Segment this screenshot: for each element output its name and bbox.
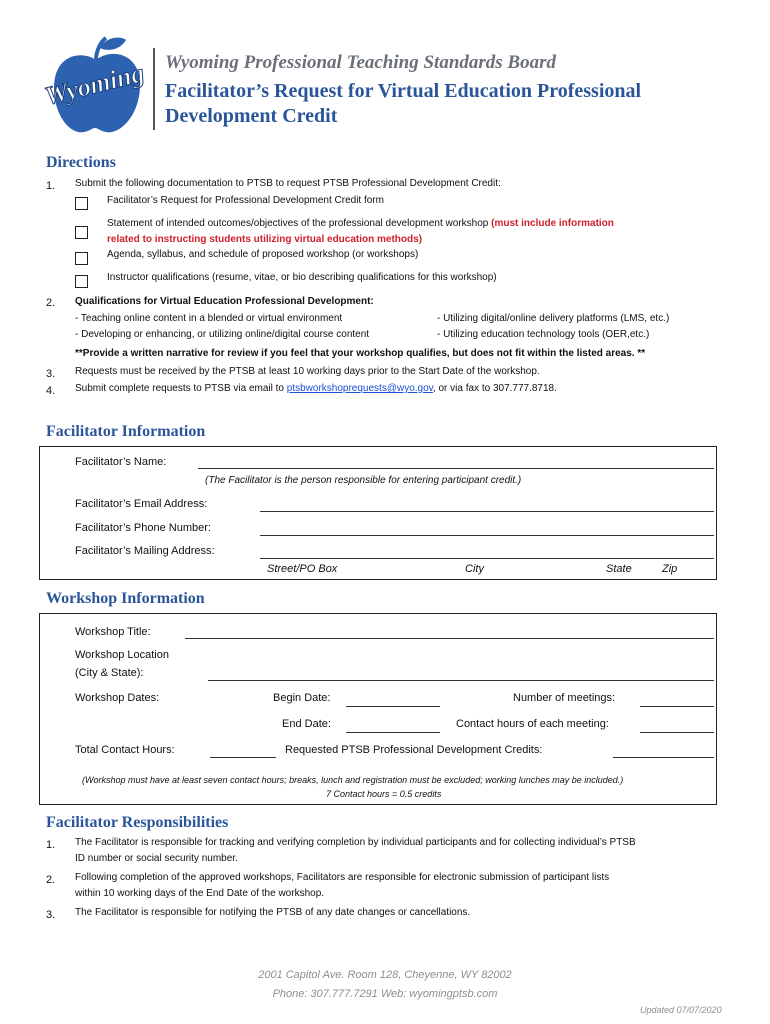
- facilitator-email-label: Facilitator’s Email Address:: [75, 498, 208, 510]
- end-date-field[interactable]: [346, 732, 440, 733]
- workshop-note-1: (Workshop must have at least seven contact hours; breaks, lunch and registration must be excluded; working lunches may be included.): [82, 775, 624, 785]
- address-city-caption: City: [465, 563, 484, 575]
- workshop-title-label: Workshop Title:: [75, 626, 151, 638]
- workshop-location-field[interactable]: [208, 680, 714, 681]
- footer-contact: Phone: 307.777.7291 Web: wyomingptsb.com: [272, 988, 498, 1000]
- directions-item4-text: [75, 383, 557, 394]
- credits-field[interactable]: [613, 757, 714, 758]
- directions-item2-num: 2.: [46, 297, 56, 309]
- address-state-caption: State: [606, 563, 632, 575]
- qualification-right-1: - Utilizing digital/online delivery platforms (LMS, etc.): [437, 313, 670, 324]
- directions-heading: Directions: [46, 154, 116, 171]
- facilitator-name-label: Facilitator’s Name:: [75, 456, 167, 468]
- responsibility-3-line1: The Facilitator is responsible for notifying the PTSB of any date changes or cancellations.: [75, 907, 471, 918]
- workshop-title-field[interactable]: [185, 638, 714, 639]
- workshop-location-label-2: (City & State):: [75, 667, 144, 679]
- responsibilities-heading: Facilitator Responsibilities: [46, 814, 229, 831]
- facilitator-name-field[interactable]: [198, 468, 714, 469]
- contact-each-label: Contact hours of each meeting:: [456, 718, 609, 730]
- submit-text: Submit complete requests to PTSB via email to: [75, 383, 287, 394]
- fax-text: , or via fax to 307.777.8718.: [432, 383, 557, 394]
- directions-item3-num: 3.: [46, 368, 56, 380]
- responsibility-2-line2: within 10 working days of the End Date of the workshop.: [75, 888, 325, 899]
- begin-date-field[interactable]: [346, 706, 440, 707]
- facilitator-email-field[interactable]: [260, 511, 714, 512]
- contact-each-field[interactable]: [640, 732, 714, 733]
- wyoming-logo: [40, 30, 150, 140]
- begin-date-label: Begin Date:: [273, 692, 331, 704]
- qualifications-heading: Qualifications for Virtual Education Professional Development:: [75, 296, 374, 307]
- directions-item4-num: 4.: [46, 385, 56, 397]
- meetings-label: Number of meetings:: [513, 692, 616, 704]
- responsibility-2-line1: Following completion of the approved workshops, Facilitators are responsible for electronic submission of participant lists: [75, 872, 610, 883]
- qualification-right-2: - Utilizing education technology tools (OER,etc.): [437, 329, 650, 340]
- directions-item1-text: Submit the following documentation to PTSB to request PTSB Professional Development Credit:: [75, 178, 501, 189]
- responsibility-3-num: 3.: [46, 909, 56, 921]
- credits-label: Requested PTSB Professional Development Credits:: [285, 744, 543, 756]
- qualification-left-1: - Teaching online content in a blended or virtual environment: [75, 313, 343, 324]
- directions-item3-text: Requests must be received by the PTSB at least 10 working days prior to the Start Date of the workshop.: [75, 366, 540, 377]
- outcomes-requirement: (must include information: [491, 218, 614, 229]
- responsibility-1-line2: ID number or social security number.: [75, 853, 238, 864]
- total-hours-field[interactable]: [210, 757, 276, 758]
- meetings-field[interactable]: [640, 706, 714, 707]
- header-divider: [153, 48, 155, 130]
- qualification-left-2: - Developing or enhancing, or utilizing online/digital course content: [75, 329, 370, 340]
- outcomes-requirement-line2: related to instructing students utilizing virtual education methods): [107, 234, 423, 245]
- workshop-note-2: 7 Contact hours = 0.5 credits: [326, 789, 442, 799]
- checklist-request-form: Facilitator’s Request for Professional Development Credit form: [107, 195, 384, 206]
- email-link[interactable]: ptsbworkshoprequests@wyo.gov: [286, 383, 433, 394]
- address-street-caption: Street/PO Box: [267, 563, 338, 575]
- total-hours-label: Total Contact Hours:: [75, 744, 175, 756]
- workshop-dates-label: Workshop Dates:: [75, 692, 160, 704]
- responsibility-1-num: 1.: [46, 839, 56, 851]
- narrative-note: **Provide a written narrative for review if you feel that your workshop qualifies, but does not fit within the listed areas. **: [75, 348, 646, 359]
- end-date-label: End Date:: [282, 718, 331, 730]
- checkbox-instructor-qualifications[interactable]: [75, 275, 88, 288]
- facilitator-heading: Facilitator Information: [46, 423, 206, 440]
- responsibility-1-line1: The Facilitator is responsible for tracking and verifying completion by individual participants and for collecting individual’s PTSB: [75, 837, 636, 848]
- checklist-outcomes-statement: [107, 218, 614, 229]
- workshop-location-label-1: Workshop Location: [75, 649, 169, 661]
- org-name: Wyoming Professional Teaching Standards Board: [165, 52, 556, 73]
- footer-address: 2001 Capitol Ave. Room 128, Cheyenne, WY 82002: [258, 969, 512, 981]
- facilitator-phone-field[interactable]: [260, 535, 714, 536]
- facilitator-phone-label: Facilitator’s Phone Number:: [75, 522, 211, 534]
- facilitator-mailing-field[interactable]: [260, 558, 714, 559]
- checklist-agenda: Agenda, syllabus, and schedule of proposed workshop (or workshops): [107, 249, 419, 260]
- facilitator-mailing-label: Facilitator’s Mailing Address:: [75, 545, 215, 557]
- facilitator-name-note: (The Facilitator is the person responsible for entering participant credit.): [205, 475, 522, 486]
- responsibility-2-num: 2.: [46, 874, 56, 886]
- checkbox-outcomes-statement[interactable]: [75, 226, 88, 239]
- page-title-line2: Development Credit: [165, 105, 338, 127]
- checkbox-request-form[interactable]: [75, 197, 88, 210]
- checklist-instructor-qualifications: Instructor qualifications (resume, vitae, or bio describing qualifications for this workshop): [107, 272, 497, 283]
- page-title-line1: Facilitator’s Request for Virtual Education Professional: [165, 80, 642, 102]
- workshop-heading: Workshop Information: [46, 590, 205, 607]
- address-zip-caption: Zip: [662, 563, 678, 575]
- logo-text: Wyoming: [41, 58, 148, 111]
- footer-updated: Updated 07/07/2020: [640, 1005, 722, 1015]
- checkbox-agenda[interactable]: [75, 252, 88, 265]
- outcomes-text: Statement of intended outcomes/objectives of the professional development workshop: [107, 218, 492, 229]
- directions-item1-num: 1.: [46, 180, 56, 192]
